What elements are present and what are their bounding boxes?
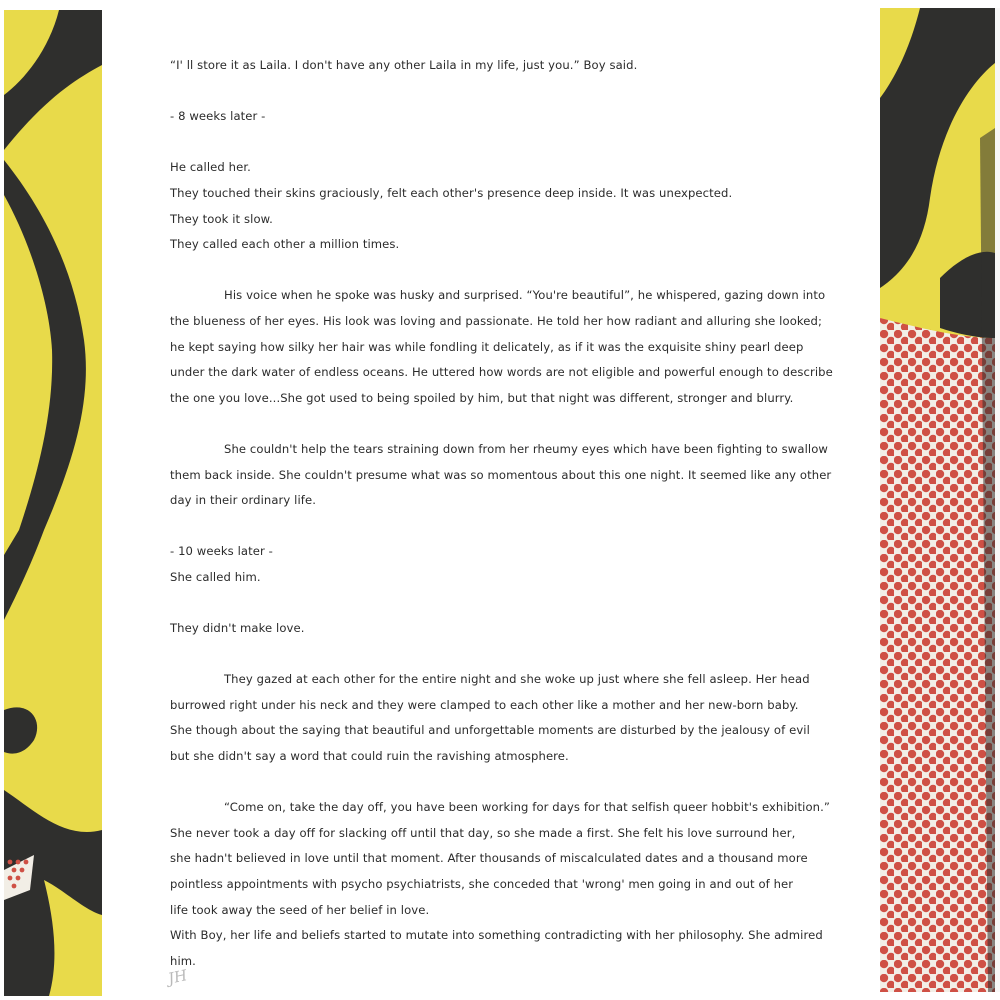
- text-line: She never took a day off for slacking off until that day, so she made a first. She felt his love surround her,: [170, 825, 796, 840]
- text-line: She called him.: [170, 569, 261, 584]
- text-line: life took away the seed of her belief in love.: [170, 902, 430, 917]
- text-line: but she didn't say a word that could ruin the ravishing atmosphere.: [170, 749, 569, 764]
- pop-art-right-strip: [880, 8, 995, 992]
- pop-art-right-icon: [880, 8, 995, 992]
- page-edge: [995, 8, 1000, 992]
- text-line: “I' ll store it as Laila. I don't have any other Laila in my life, just you.” Boy said.: [170, 58, 638, 72]
- pop-art-left-strip: [4, 10, 102, 996]
- text-line: him.: [170, 953, 196, 968]
- text-line: pointless appointments with psycho psychiatrists, she conceded that 'wrong' men going in and out of her: [170, 877, 794, 891]
- blank-line: [170, 130, 830, 156]
- text-line: His voice when he spoke was husky and surprised. “You're beautiful”, he whispered, gazing down into: [224, 288, 826, 303]
- blank-line: [170, 79, 830, 105]
- text-line: burrowed right under his neck and they were clamped to each other like a mother and her new-born baby.: [170, 697, 799, 712]
- pop-art-left-icon: [4, 10, 102, 996]
- text-line: They touched their skins graciously, felt each other's presence deep inside. It was unexpected.: [170, 185, 733, 200]
- blank-line: [170, 411, 830, 437]
- text-line: They gazed at each other for the entire night and she woke up just where she fell asleep. Her head: [224, 672, 810, 687]
- text-line: They didn't make love.: [170, 621, 305, 636]
- blank-line: [170, 642, 830, 668]
- text-line: the blueness of her eyes. His look was loving and passionate. He told her how radiant and alluring she looked;: [170, 313, 822, 328]
- blank-line: [170, 590, 830, 616]
- text-line: he kept saying how silky her hair was while fondling it delicately, as if it was the exquisite shiny pearl deep: [170, 339, 804, 354]
- blank-line: [170, 770, 830, 796]
- story-text: [170, 53, 833, 974]
- text-line: day in their ordinary life.: [170, 493, 317, 508]
- text-line: under the dark water of endless oceans. He uttered how words are not eligible and powerful enough to describe: [170, 365, 833, 380]
- text-line: She though about the saying that beautiful and unforgettable moments are disturbed by the jealousy of evil: [170, 723, 810, 738]
- text-line: - 8 weeks later -: [170, 109, 266, 124]
- text-line: He called her.: [170, 160, 251, 175]
- document-page: [102, 10, 880, 996]
- blank-line: [170, 514, 830, 540]
- text-line: the one you love...She got used to being spoiled by him, but that night was different, stronger and blurry.: [170, 390, 794, 405]
- text-line: them back inside. She couldn't presume what was so momentous about this one night. It seemed like any other: [170, 467, 832, 482]
- signature: JH: [166, 966, 189, 988]
- text-line: “Come on, take the day off, you have been working for days for that selfish queer hobbit's exhibition.”: [224, 800, 830, 815]
- blank-line: [170, 258, 830, 284]
- text-line: They took it slow.: [170, 211, 273, 226]
- text-line: She couldn't help the tears straining down from her rheumy eyes which have been fighting to swallow: [224, 441, 828, 456]
- text-line: With Boy, her life and beliefs started to mutate into something contradicting with her philosophy. She admired: [170, 928, 823, 943]
- text-line: They called each other a million times.: [170, 237, 400, 252]
- text-line: - 10 weeks later -: [170, 544, 273, 559]
- text-line: she hadn't believed in love until that moment. After thousands of miscalculated dates and a thousand more: [170, 851, 808, 866]
